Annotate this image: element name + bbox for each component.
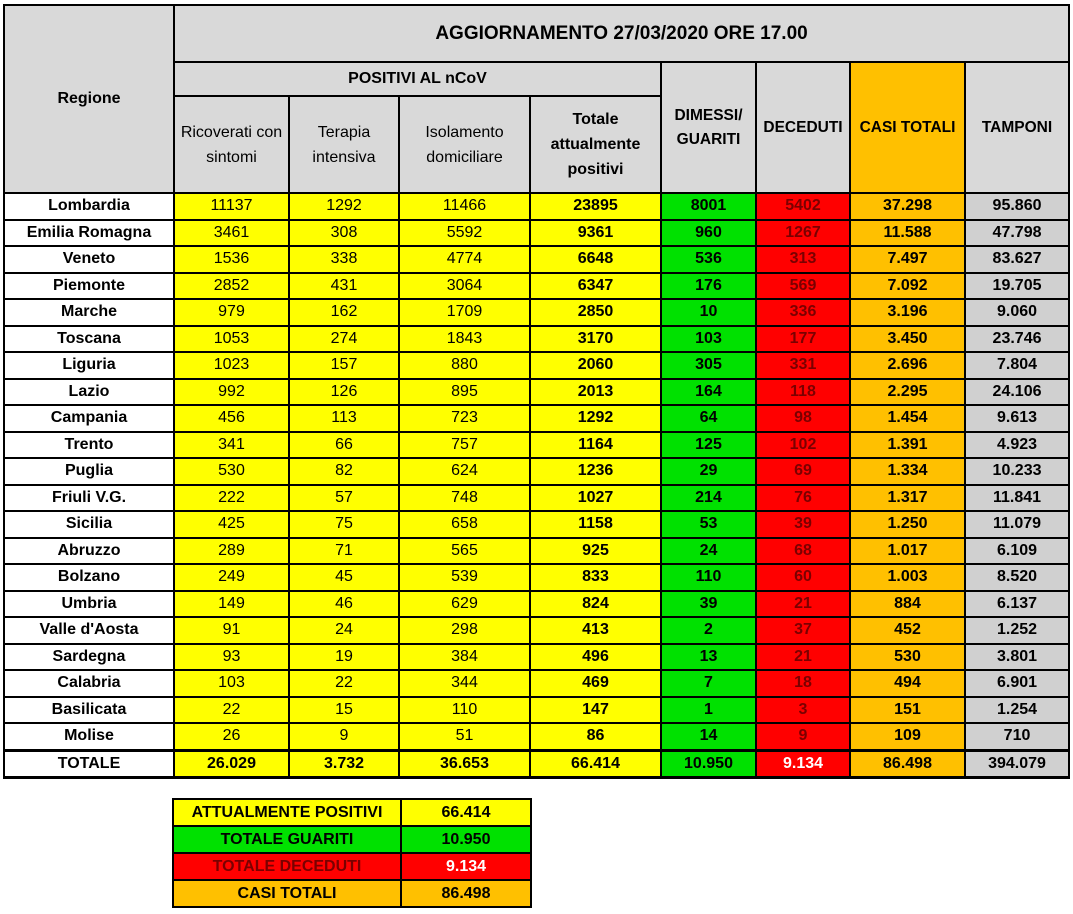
ricoverati-cell: 26 [174,723,289,750]
total-terapia: 3.732 [289,750,399,777]
region-name: Campania [4,405,174,432]
totale-positivi-cell: 3170 [530,326,661,353]
tamponi-cell: 95.860 [965,193,1069,220]
isolamento-cell: 11466 [399,193,530,220]
totale-positivi-cell: 2060 [530,352,661,379]
totale-positivi-cell: 9361 [530,220,661,247]
table-row [4,617,1069,644]
table-row [4,644,1069,671]
ricoverati-cell: 1536 [174,246,289,273]
region-name: Calabria [4,670,174,697]
total-casi: 86.498 [850,750,965,777]
isolamento-cell: 3064 [399,273,530,300]
region-name: Emilia Romagna [4,220,174,247]
dimessi-cell: 2 [661,617,756,644]
region-name: Umbria [4,591,174,618]
dimessi-cell: 29 [661,458,756,485]
dimessi-cell: 14 [661,723,756,750]
deceduti-cell: 1267 [756,220,850,247]
table-row [4,723,1069,750]
table-row [4,273,1069,300]
totals-label: TOTALE [4,750,174,777]
casi-totali-cell: 452 [850,617,965,644]
terapia-cell: 57 [289,485,399,512]
totale-positivi-cell: 2013 [530,379,661,406]
totale-positivi-cell: 23895 [530,193,661,220]
tamponi-cell: 47.798 [965,220,1069,247]
totale-positivi-cell: 86 [530,723,661,750]
ricoverati-cell: 3461 [174,220,289,247]
header-regione: Regione [4,5,174,193]
region-name: Lazio [4,379,174,406]
dimessi-cell: 8001 [661,193,756,220]
terapia-cell: 126 [289,379,399,406]
total-ricoverati: 26.029 [174,750,289,777]
isolamento-cell: 5592 [399,220,530,247]
isolamento-cell: 298 [399,617,530,644]
isolamento-cell: 110 [399,697,530,724]
deceduti-cell: 21 [756,591,850,618]
total-positivi: 66.414 [530,750,661,777]
terapia-cell: 46 [289,591,399,618]
summary-row [173,799,531,826]
summary-label: CASI TOTALI [173,880,401,907]
deceduti-cell: 118 [756,379,850,406]
deceduti-cell: 569 [756,273,850,300]
totale-positivi-cell: 1292 [530,405,661,432]
ricoverati-cell: 103 [174,670,289,697]
casi-totali-cell: 1.317 [850,485,965,512]
casi-totali-cell: 884 [850,591,965,618]
totale-positivi-cell: 496 [530,644,661,671]
terapia-cell: 157 [289,352,399,379]
table-row [4,220,1069,247]
isolamento-cell: 384 [399,644,530,671]
casi-totali-cell: 1.391 [850,432,965,459]
summary-row [173,880,531,907]
dimessi-cell: 39 [661,591,756,618]
totale-positivi-cell: 6648 [530,246,661,273]
casi-totali-cell: 1.250 [850,511,965,538]
deceduti-cell: 37 [756,617,850,644]
casi-totali-cell: 151 [850,697,965,724]
header-totale-positivi: Totale attualmente positivi [530,96,661,193]
deceduti-cell: 76 [756,485,850,512]
deceduti-cell: 177 [756,326,850,353]
table-row [4,697,1069,724]
casi-totali-cell: 109 [850,723,965,750]
totale-positivi-cell: 2850 [530,299,661,326]
header-isolamento: Isolamento domiciliare [399,96,530,193]
casi-totali-cell: 1.017 [850,538,965,565]
totale-positivi-cell: 1158 [530,511,661,538]
dimessi-cell: 7 [661,670,756,697]
total-tamponi: 394.079 [965,750,1069,777]
tamponi-cell: 4.923 [965,432,1069,459]
terapia-cell: 162 [289,299,399,326]
deceduti-cell: 9 [756,723,850,750]
casi-totali-cell: 7.092 [850,273,965,300]
tamponi-cell: 1.254 [965,697,1069,724]
isolamento-cell: 880 [399,352,530,379]
terapia-cell: 9 [289,723,399,750]
terapia-cell: 45 [289,564,399,591]
dimessi-cell: 53 [661,511,756,538]
terapia-cell: 15 [289,697,399,724]
dimessi-cell: 1 [661,697,756,724]
deceduti-cell: 331 [756,352,850,379]
ricoverati-cell: 425 [174,511,289,538]
region-name: Liguria [4,352,174,379]
deceduti-cell: 60 [756,564,850,591]
region-name: Abruzzo [4,538,174,565]
tamponi-cell: 83.627 [965,246,1069,273]
header-terapia: Terapia intensiva [289,96,399,193]
tamponi-cell: 11.841 [965,485,1069,512]
tamponi-cell: 710 [965,723,1069,750]
covid-regions-table [3,4,1070,779]
tamponi-cell: 19.705 [965,273,1069,300]
table-row [4,299,1069,326]
totale-positivi-cell: 1027 [530,485,661,512]
isolamento-cell: 624 [399,458,530,485]
totale-positivi-cell: 1236 [530,458,661,485]
deceduti-cell: 69 [756,458,850,485]
ricoverati-cell: 1023 [174,352,289,379]
tamponi-cell: 8.520 [965,564,1069,591]
deceduti-cell: 39 [756,511,850,538]
totale-positivi-cell: 413 [530,617,661,644]
terapia-cell: 24 [289,617,399,644]
deceduti-cell: 18 [756,670,850,697]
tamponi-cell: 6.109 [965,538,1069,565]
totale-positivi-cell: 824 [530,591,661,618]
summary-value: 86.498 [401,880,531,907]
tamponi-cell: 9.613 [965,405,1069,432]
table-row [4,326,1069,353]
casi-totali-cell: 2.696 [850,352,965,379]
deceduti-cell: 5402 [756,193,850,220]
casi-totali-cell: 3.450 [850,326,965,353]
tamponi-cell: 7.804 [965,352,1069,379]
terapia-cell: 22 [289,670,399,697]
dimessi-cell: 64 [661,405,756,432]
total-dimessi: 10.950 [661,750,756,777]
region-name: Toscana [4,326,174,353]
isolamento-cell: 565 [399,538,530,565]
ricoverati-cell: 93 [174,644,289,671]
summary-label: ATTUALMENTE POSITIVI [173,799,401,826]
table-row [4,511,1069,538]
header-dimessi: DIMESSI/ GUARITI [661,62,756,193]
deceduti-cell: 313 [756,246,850,273]
totale-positivi-cell: 147 [530,697,661,724]
region-name: Trento [4,432,174,459]
deceduti-cell: 102 [756,432,850,459]
dimessi-cell: 214 [661,485,756,512]
terapia-cell: 338 [289,246,399,273]
deceduti-cell: 336 [756,299,850,326]
page-title: AGGIORNAMENTO 27/03/2020 ORE 17.00 [174,5,1069,62]
region-name: Lombardia [4,193,174,220]
terapia-cell: 308 [289,220,399,247]
header-deceduti: DECEDUTI [756,62,850,193]
totale-positivi-cell: 6347 [530,273,661,300]
table-row [4,246,1069,273]
summary-value: 66.414 [401,799,531,826]
dimessi-cell: 305 [661,352,756,379]
isolamento-cell: 748 [399,485,530,512]
ricoverati-cell: 341 [174,432,289,459]
casi-totali-cell: 1.003 [850,564,965,591]
table-row [4,432,1069,459]
table-row [4,485,1069,512]
isolamento-cell: 757 [399,432,530,459]
terapia-cell: 274 [289,326,399,353]
deceduti-cell: 98 [756,405,850,432]
isolamento-cell: 1709 [399,299,530,326]
region-name: Sicilia [4,511,174,538]
dimessi-cell: 960 [661,220,756,247]
summary-table [172,798,532,908]
casi-totali-cell: 494 [850,670,965,697]
region-name: Veneto [4,246,174,273]
table-row [4,670,1069,697]
table-row [4,591,1069,618]
dimessi-cell: 125 [661,432,756,459]
isolamento-cell: 51 [399,723,530,750]
header-ricoverati: Ricoverati con sintomi [174,96,289,193]
casi-totali-cell: 1.334 [850,458,965,485]
casi-totali-cell: 530 [850,644,965,671]
casi-totali-cell: 2.295 [850,379,965,406]
ricoverati-cell: 456 [174,405,289,432]
tamponi-cell: 3.801 [965,644,1069,671]
dimessi-cell: 103 [661,326,756,353]
ricoverati-cell: 222 [174,485,289,512]
region-name: Sardegna [4,644,174,671]
totale-positivi-cell: 925 [530,538,661,565]
tamponi-cell: 6.901 [965,670,1069,697]
region-name: Piemonte [4,273,174,300]
dimessi-cell: 24 [661,538,756,565]
terapia-cell: 75 [289,511,399,538]
table-row [4,193,1069,220]
terapia-cell: 82 [289,458,399,485]
isolamento-cell: 344 [399,670,530,697]
dimessi-cell: 176 [661,273,756,300]
table-row [4,405,1069,432]
ricoverati-cell: 530 [174,458,289,485]
tamponi-cell: 6.137 [965,591,1069,618]
header-positivi-group: POSITIVI AL nCoV [174,62,661,96]
totale-positivi-cell: 833 [530,564,661,591]
ricoverati-cell: 11137 [174,193,289,220]
table-row [4,564,1069,591]
summary-label: TOTALE DECEDUTI [173,853,401,880]
summary-row [173,853,531,880]
isolamento-cell: 895 [399,379,530,406]
tamponi-cell: 11.079 [965,511,1069,538]
summary-row [173,826,531,853]
casi-totali-cell: 11.588 [850,220,965,247]
ricoverati-cell: 992 [174,379,289,406]
ricoverati-cell: 289 [174,538,289,565]
isolamento-cell: 1843 [399,326,530,353]
table-row [4,352,1069,379]
casi-totali-cell: 37.298 [850,193,965,220]
terapia-cell: 113 [289,405,399,432]
summary-value: 10.950 [401,826,531,853]
ricoverati-cell: 2852 [174,273,289,300]
header-casi-totali: CASI TOTALI [850,62,965,193]
totals-row [4,750,1069,777]
terapia-cell: 71 [289,538,399,565]
total-isolamento: 36.653 [399,750,530,777]
tamponi-cell: 23.746 [965,326,1069,353]
dimessi-cell: 10 [661,299,756,326]
isolamento-cell: 658 [399,511,530,538]
deceduti-cell: 21 [756,644,850,671]
table-row [4,458,1069,485]
terapia-cell: 1292 [289,193,399,220]
isolamento-cell: 539 [399,564,530,591]
region-name: Molise [4,723,174,750]
terapia-cell: 431 [289,273,399,300]
region-name: Bolzano [4,564,174,591]
deceduti-cell: 68 [756,538,850,565]
dimessi-cell: 536 [661,246,756,273]
region-name: Puglia [4,458,174,485]
summary-label: TOTALE GUARITI [173,826,401,853]
tamponi-cell: 9.060 [965,299,1069,326]
ricoverati-cell: 1053 [174,326,289,353]
dimessi-cell: 164 [661,379,756,406]
table-row [4,538,1069,565]
totale-positivi-cell: 1164 [530,432,661,459]
casi-totali-cell: 1.454 [850,405,965,432]
terapia-cell: 19 [289,644,399,671]
region-name: Friuli V.G. [4,485,174,512]
total-deceduti: 9.134 [756,750,850,777]
totale-positivi-cell: 469 [530,670,661,697]
isolamento-cell: 4774 [399,246,530,273]
casi-totali-cell: 3.196 [850,299,965,326]
tamponi-cell: 24.106 [965,379,1069,406]
region-name: Valle d'Aosta [4,617,174,644]
terapia-cell: 66 [289,432,399,459]
deceduti-cell: 3 [756,697,850,724]
isolamento-cell: 629 [399,591,530,618]
casi-totali-cell: 7.497 [850,246,965,273]
summary-value: 9.134 [401,853,531,880]
ricoverati-cell: 22 [174,697,289,724]
region-name: Marche [4,299,174,326]
dimessi-cell: 13 [661,644,756,671]
tamponi-cell: 1.252 [965,617,1069,644]
tamponi-cell: 10.233 [965,458,1069,485]
region-name: Basilicata [4,697,174,724]
dimessi-cell: 110 [661,564,756,591]
table-row [4,379,1069,406]
ricoverati-cell: 979 [174,299,289,326]
ricoverati-cell: 149 [174,591,289,618]
header-tamponi: TAMPONI [965,62,1069,193]
isolamento-cell: 723 [399,405,530,432]
ricoverati-cell: 249 [174,564,289,591]
ricoverati-cell: 91 [174,617,289,644]
